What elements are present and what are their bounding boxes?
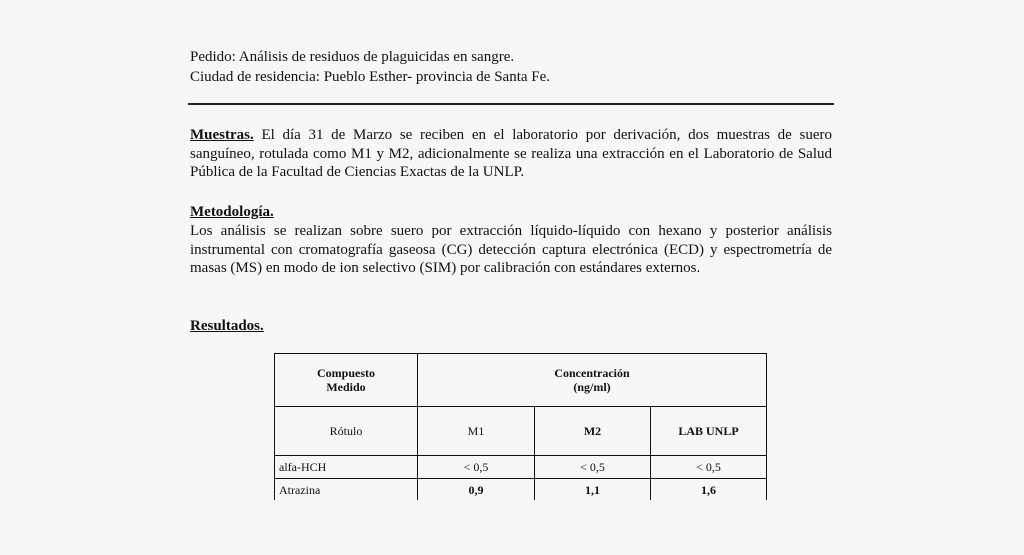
request-line: Pedido: Análisis de residuos de plaguicidas en sangre. bbox=[190, 49, 515, 65]
results-table bbox=[274, 353, 767, 516]
samples-text: El día 31 de Marzo se reciben en el laboratorio por derivación, dos muestras de suero sanguíneo, rotulada como M1 y M2, adicionalmente se realiza una extracción en el Laboratorio de Salud Pública de la Facultad de Ciencias Exactas de la UNLP. bbox=[190, 127, 832, 180]
column-m1: M1 bbox=[418, 407, 535, 456]
value-m2: < 0,5 bbox=[535, 456, 651, 479]
samples-paragraph bbox=[190, 126, 832, 182]
compound-name: alfa-HCH bbox=[275, 456, 418, 479]
label-header: Rótulo bbox=[275, 407, 418, 456]
compound-name: Atrazina bbox=[275, 479, 418, 502]
value-lab: 1,6 bbox=[651, 479, 767, 502]
value-m2: 1,1 bbox=[535, 479, 651, 502]
value-m1: < 0,5 bbox=[418, 456, 535, 479]
horizontal-rule bbox=[188, 103, 834, 105]
compound-header-label: Compuesto Medido bbox=[316, 366, 375, 394]
table-row bbox=[275, 456, 767, 479]
column-lab-unlp: LAB UNLP bbox=[651, 407, 767, 456]
concentration-label: Concentración bbox=[554, 366, 630, 380]
table-row bbox=[275, 479, 767, 502]
compound-header bbox=[275, 354, 418, 407]
value-lab: < 0,5 bbox=[651, 456, 767, 479]
concentration-unit: (ng/ml) bbox=[573, 380, 611, 394]
results-title: Resultados. bbox=[190, 318, 264, 334]
column-m2: M2 bbox=[535, 407, 651, 456]
methodology-title: Metodología. bbox=[190, 204, 274, 220]
value-m1: 0,9 bbox=[418, 479, 535, 502]
bottom-crop bbox=[0, 500, 1024, 555]
residence-line: Ciudad de residencia: Pueblo Esther- provincia de Santa Fe. bbox=[190, 69, 551, 85]
methodology-text: Los análisis se realizan sobre suero por extracción líquido-líquido con hexano y posterior análisis instrumental con cromatografía gaseosa (CG) detección captura electrónica (ECD) y espectrometría de masas (MS) en modo de ion selectivo (SIM) por calibración con estándares externos. bbox=[190, 223, 832, 276]
samples-title: Muestras. bbox=[190, 127, 254, 143]
concentration-header bbox=[418, 354, 767, 407]
